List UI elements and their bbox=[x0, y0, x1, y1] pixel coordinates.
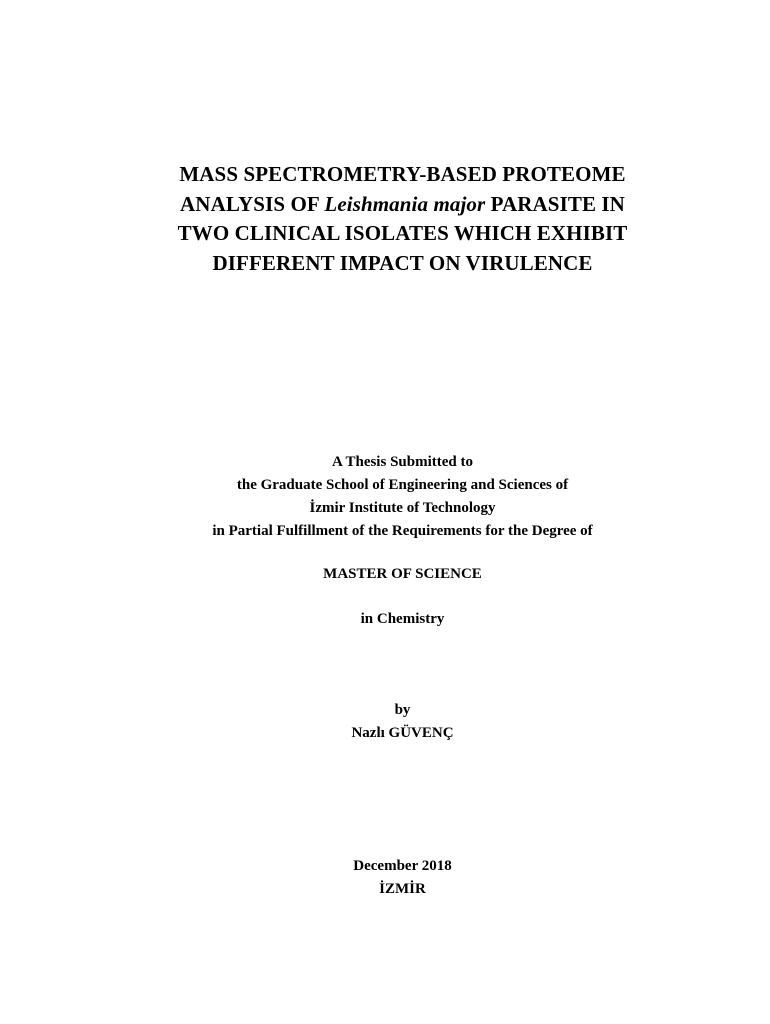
author-name: Nazlı GÜVENÇ bbox=[351, 725, 454, 741]
title-line-2-suffix: PARASITE IN bbox=[485, 191, 625, 216]
field-label: in Chemistry bbox=[360, 611, 445, 627]
title-line-2-prefix: ANALYSIS OF bbox=[180, 191, 325, 216]
submission-line-2: the Graduate School of Engineering and Sciences of bbox=[236, 477, 569, 493]
author-by: by bbox=[394, 702, 411, 718]
title-line-1: MASS SPECTROMETRY-BASED PROTEOME bbox=[179, 162, 626, 186]
date-place-block bbox=[0, 855, 770, 901]
submission-line-1: A Thesis Submitted to bbox=[331, 454, 473, 470]
title-line-3: TWO CLINICAL ISOLATES WHICH EXHIBIT bbox=[177, 221, 628, 245]
species-name: Leishmania major bbox=[324, 191, 486, 216]
submission-line-3: İzmir Institute of Technology bbox=[309, 500, 496, 516]
submission-statement bbox=[0, 451, 770, 543]
thesis-title bbox=[0, 160, 770, 278]
submission-date: December 2018 bbox=[353, 858, 452, 874]
degree-field bbox=[0, 608, 770, 631]
author-block bbox=[0, 699, 770, 745]
degree-label: MASTER OF SCIENCE bbox=[323, 566, 482, 582]
degree-name bbox=[0, 563, 770, 586]
submission-line-4: in Partial Fulfillment of the Requirements for the Degree of bbox=[212, 523, 593, 539]
title-line-2 bbox=[0, 190, 770, 220]
title-line-4: DIFFERENT IMPACT ON VIRULENCE bbox=[212, 250, 593, 275]
submission-city: İZMİR bbox=[379, 881, 426, 897]
